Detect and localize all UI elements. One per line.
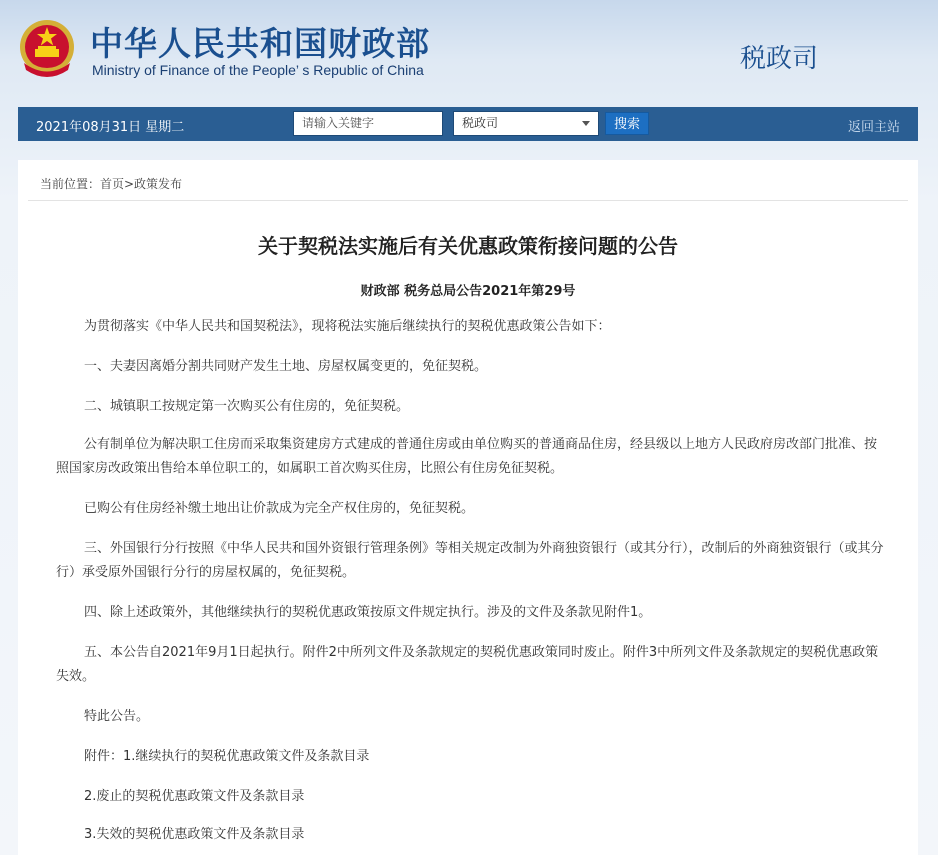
attachment-link[interactable]: 2.废止的契税优惠政策文件及条款目录: [84, 789, 305, 804]
department-name: 税政司: [740, 44, 819, 74]
paragraph: 二、城镇职工按规定第一次购买公有住房的，免征契税。: [84, 399, 410, 414]
search-input[interactable]: 请输入关键字: [293, 111, 443, 136]
nav-bar: [18, 107, 918, 141]
paragraph: 一、夫妻因离婚分割共同财产发生土地、房屋权属变更的，免征契税。: [84, 359, 488, 374]
paragraph: 特此公告。: [84, 709, 150, 724]
paragraph: 五、本公告自2021年9月1日起执行。附件2中所列文件及条款规定的契税优惠政策同时废止。附件3中所列文件及条款规定的契税优惠政策失效。: [56, 645, 879, 684]
chevron-down-icon: [582, 121, 590, 126]
attachment-link[interactable]: 3.失效的契税优惠政策文件及条款目录: [84, 827, 305, 842]
breadcrumb: 当前位置：首页>政策发布: [40, 177, 183, 191]
attachment-link[interactable]: 附件：1.继续执行的契税优惠政策文件及条款目录: [84, 749, 370, 764]
site-header: [0, 0, 938, 100]
site-select-value: 税政司: [462, 116, 499, 130]
site-title-cn: 中华人民共和国财政部: [90, 24, 430, 63]
article-title: 关于契税法实施后有关优惠政策衔接问题的公告: [258, 234, 678, 258]
paragraph: 公有制单位为解决职工住房而采取集资建房方式建成的普通住房或由单位购买的普通商品住房，经县级以上地方人民政府房改部门批准、按照国家房改政策出售给本单位职工的，如属职工首次购买住房，比照公有住房免征契税。: [56, 437, 878, 476]
main-content: [18, 160, 918, 855]
paragraph: 为贯彻落实《中华人民共和国契税法》，现将税法实施后继续执行的契税优惠政策公告如下：: [84, 319, 611, 334]
search-button[interactable]: 搜索: [605, 112, 649, 135]
divider: [28, 200, 908, 201]
paragraph: 三、外国银行分行按照《中华人民共和国外资银行管理条例》等相关规定改制为外商独资银行（或其分行），改制后的外商独资银行（或其分行）承受原外国银行分行的房屋权属的，免征契税。: [56, 541, 884, 580]
current-date: 2021年08月31日 星期二: [36, 120, 185, 135]
site-title-en: Ministry of Finance of the People’ s Republic of China: [92, 62, 424, 78]
paragraph: 已购公有住房经补缴土地出让价款成为完全产权住房的，免征契税。: [84, 501, 475, 516]
national-emblem-icon: [18, 18, 76, 80]
article-subtitle: 财政部 税务总局公告2021年第29号: [360, 284, 576, 299]
return-home-link[interactable]: 返回主站: [847, 120, 900, 135]
paragraph: 四、除上述政策外，其他继续执行的契税优惠政策按原文件规定执行。涉及的文件及条款见附件1。: [84, 605, 652, 620]
site-select[interactable]: [453, 111, 599, 136]
